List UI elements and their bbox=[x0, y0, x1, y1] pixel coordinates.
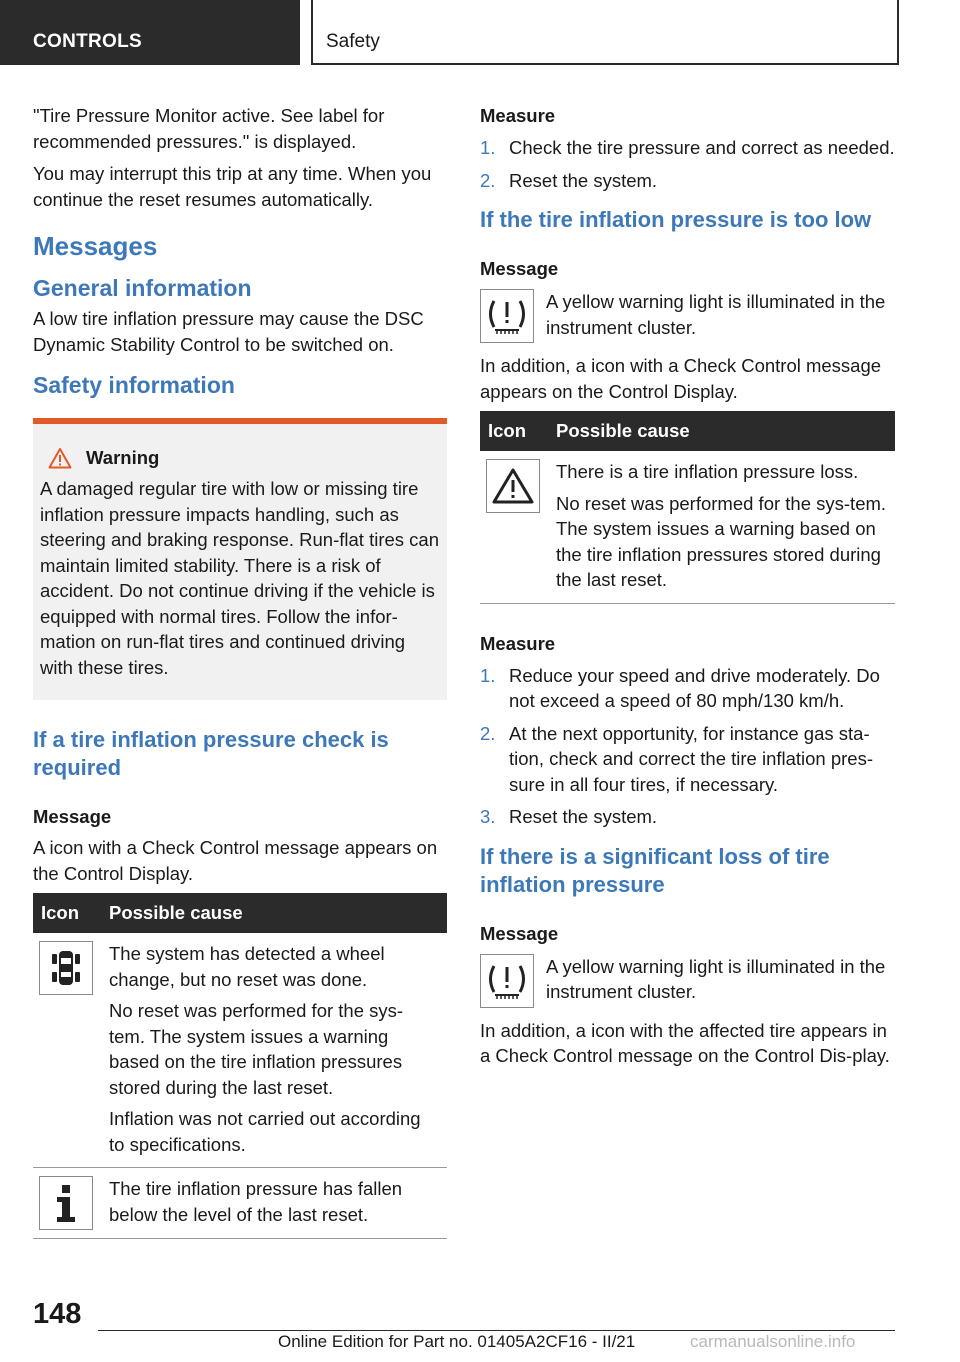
general-information-heading: General information bbox=[33, 275, 252, 301]
icon-cause-table bbox=[33, 893, 447, 1239]
chapter-header bbox=[311, 0, 899, 65]
left-column bbox=[33, 103, 447, 1239]
measure-steps bbox=[480, 135, 895, 193]
warning-light-row bbox=[480, 289, 895, 343]
warning-triangle-icon bbox=[48, 447, 72, 469]
measure-label: Measure bbox=[480, 105, 556, 126]
warning-title bbox=[48, 446, 440, 470]
table-row bbox=[33, 1168, 447, 1239]
warning-text: A damaged regular tire with low or missing tire inflation pressure impacts handling, such as steering and braking response. Run-flat tires can maintain limited stability. There is a risk of accident. Do not continue driving if the vehicle is equipped with normal tires. Follow the infor-mation on run-flat tires and continued driving with these tires. bbox=[40, 478, 439, 678]
cause-text: There is a tire inflation pressure loss. bbox=[556, 461, 859, 482]
edition-text: Online Edition for Part no. 01405A2CF16 - II/21 bbox=[278, 1332, 636, 1351]
page-number: 148 bbox=[33, 1298, 82, 1330]
check-required-heading: If a tire inflation pressure check is required bbox=[33, 727, 389, 780]
significant-loss-heading: If there is a significant loss of tire inflation pressure bbox=[480, 843, 830, 897]
icon-cause-table bbox=[480, 411, 895, 604]
cause-text: The system has detected a wheel change, but no reset was done. bbox=[109, 943, 385, 990]
cause-text: No reset was performed for the sys-tem. The system issues a warning based on the tire inflation pressures stored during the last reset. bbox=[109, 1000, 404, 1098]
info-icon bbox=[39, 1176, 93, 1230]
message-label: Message bbox=[480, 258, 559, 279]
list-item: 3. Reset the system. bbox=[480, 806, 658, 827]
right-column bbox=[480, 103, 895, 1076]
watermark: carmanualsonline.info bbox=[690, 1332, 856, 1351]
warning-light-text: A yellow warning light is illuminated in the instrument cluster. bbox=[546, 291, 886, 338]
table-header-row bbox=[480, 411, 895, 451]
message-text: A icon with a Check Control message appears on the Control Display. bbox=[33, 837, 438, 884]
footer-divider bbox=[98, 1330, 895, 1331]
table-header-row bbox=[33, 893, 447, 933]
table-header-cause: Possible cause bbox=[548, 411, 895, 451]
tire-pressure-warning-icon bbox=[480, 289, 534, 343]
measure-steps bbox=[480, 663, 895, 830]
safety-information-heading: Safety information bbox=[33, 372, 235, 398]
list-item: 2. Reset the system. bbox=[480, 169, 658, 191]
section-label: CONTROLS bbox=[33, 31, 143, 52]
intro-paragraph: You may interrupt this trip at any time. When you continue the reset resumes automatically. bbox=[33, 163, 432, 210]
section-tab bbox=[0, 0, 300, 65]
measure-label: Measure bbox=[480, 632, 556, 654]
message-label: Message bbox=[480, 922, 559, 944]
vehicle-top-view-icon bbox=[39, 941, 93, 995]
list-item: 1. Reduce your speed and drive moderately. Do not exceed a speed of 80 mph/130 km/h. bbox=[480, 664, 880, 711]
warning-light-row bbox=[480, 954, 895, 1008]
cause-text: The tire inflation pressure has fallen below the level of the last reset. bbox=[109, 1178, 403, 1225]
warning-light-text: A yellow warning light is illuminated in the instrument cluster. bbox=[546, 955, 886, 1002]
warning-triangle-icon bbox=[486, 459, 540, 513]
list-item: 1. Check the tire pressure and correct as needed. bbox=[480, 137, 895, 158]
tire-pressure-warning-icon bbox=[480, 954, 534, 1008]
warning-title-label: Warning bbox=[86, 447, 160, 468]
intro-paragraph: "Tire Pressure Monitor active. See label for recommended pressures." is displayed. bbox=[33, 105, 385, 152]
table-header-icon: Icon bbox=[33, 893, 101, 933]
cause-text: Inflation was not carried out according to specifications. bbox=[109, 1108, 421, 1155]
table-row bbox=[480, 451, 895, 603]
cause-text: No reset was performed for the sys-tem. The system issues a warning based on the tire inflation pressures stored during the last reset. bbox=[556, 492, 887, 590]
chapter-title: Safety bbox=[326, 31, 380, 52]
message-label: Message bbox=[33, 806, 112, 827]
warning-box bbox=[33, 418, 447, 700]
table-header-cause: Possible cause bbox=[101, 893, 447, 933]
addition-text: In addition, a icon with a Check Control message appears on the Control Display. bbox=[480, 355, 882, 402]
list-item: 2. At the next opportunity, for instance gas sta-tion, check and correct the tire inflation pres-sure in all four tires, if necessary. bbox=[480, 722, 874, 795]
general-information-text: A low tire inflation pressure may cause the DSC Dynamic Stability Control to be switched on. bbox=[33, 308, 424, 355]
table-header-icon: Icon bbox=[480, 411, 548, 451]
table-row bbox=[33, 933, 447, 1168]
addition-text: In addition, a icon with the affected tire appears in a Check Control message on the Control Dis-play. bbox=[480, 1019, 890, 1066]
messages-heading: Messages bbox=[33, 231, 158, 261]
too-low-heading: If the tire inflation pressure is too low bbox=[480, 207, 872, 232]
